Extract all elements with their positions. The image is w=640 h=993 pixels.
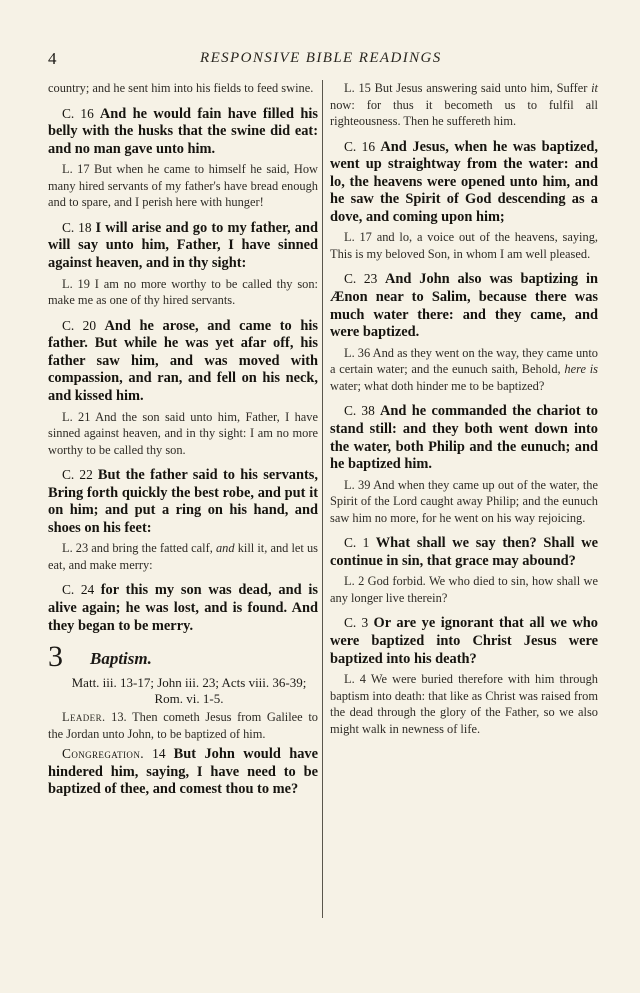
verse-text: 13. Then cometh Jesus from Galilee to the Jordan unto John, to be baptized of him.	[48, 710, 318, 741]
reading-leader-line: country; and he sent him into his fields to feed swine.	[48, 81, 314, 95]
reading-leader-line	[330, 345, 598, 395]
verse-text: And he would fain have filled his belly with the husks that the swine did eat: and no man gave unto him.	[48, 105, 318, 157]
column-divider	[322, 80, 323, 918]
verse-label: C. 1	[344, 535, 376, 551]
reading-congregation-line	[48, 317, 318, 406]
verse-label: C. 38	[344, 403, 380, 419]
reading-leader-line: L. 39 And when they came up out of the water, the Spirit of the Lord caught away Philip; and the eunuch saw him no more, for he went on his way rejoicing.	[330, 477, 598, 525]
verse-text: Or are ye ignorant that all we who were baptized into Christ Jesus were baptized into his death?	[330, 615, 598, 667]
verse-text: But the father said to his servants, Bring forth quickly the best robe, and put it on him; and put a ring on his hand, and shoes on his feet:	[48, 467, 318, 536]
scripture-references: Matt. iii. 13-17; John iii. 23; Acts viii. 36-39; Rom. vi. 1-5.	[71, 675, 307, 706]
running-title: RESPONSIVE BIBLE READINGS	[200, 50, 442, 66]
reading-leader-line: L. 4 We were buried therefore with him through baptism into death: that like as Christ was raised from the dead through the glory of the Father, so we also might walk in newness of life.	[330, 672, 598, 736]
congregation-label: Congregation.	[62, 746, 144, 762]
reading-leader-line: L. 2 God forbid. We who died to sin, how shall we any longer live therein?	[330, 574, 598, 605]
reading-leader-line	[48, 540, 318, 573]
reading-congregation-line	[48, 105, 318, 159]
verse-text: L. 23 and bring the fatted calf,	[62, 541, 216, 556]
reading-congregation-line	[48, 219, 318, 273]
reading-leader-line: L. 21 And the son said unto him, Father, I have sinned against heaven, and in thy sight: I am no more worthy to be called thy son.	[48, 409, 318, 457]
reading-congregation-line	[330, 534, 598, 570]
verse-label: C. 24	[62, 582, 101, 598]
reading-leader-line	[48, 709, 318, 742]
italic-phrase: here is	[564, 362, 598, 377]
verse-text: I will arise and go to my father, and will say unto him, Father, I have sinned against heaven, and in thy sight:	[48, 219, 318, 271]
verse-text: L. 15 But Jesus answering said unto him, Suffer	[344, 81, 592, 95]
section-title: Baptism.	[90, 649, 152, 669]
verse-text: And John also was baptizing in Ænon near to Salim, because there was much water there: and they came, and were baptized.	[330, 271, 598, 341]
reading-congregation-line	[48, 745, 318, 799]
verse-text: But John would have hindered him, saying, I have need to be baptized of thee, and comest thou to me?	[48, 746, 318, 798]
verse-text: L. 36 And as they went on the way, they came unto a certain water; and the eunuch saith, Behold,	[330, 345, 598, 377]
verse-label: C. 20	[62, 317, 105, 333]
section-heading	[48, 640, 318, 675]
reading-congregation-line	[330, 614, 598, 668]
verse-label: C. 22	[62, 467, 98, 483]
italic-word: and	[215, 541, 235, 556]
verse-text: And he commanded the chariot to stand still: and they both went down into the water, both Philip and the eunuch; and he baptized him.	[330, 403, 598, 473]
reading-leader-line	[330, 80, 598, 130]
reading-congregation-line	[330, 270, 598, 341]
italic-word: it	[591, 81, 598, 95]
verse-label: C. 18	[62, 219, 96, 235]
right-column	[330, 80, 598, 737]
reading-leader-line: L. 19 I am no more worthy to be called thy son: make me as one of thy hired servants.	[48, 276, 318, 308]
reading-leader-line: L. 17 But when he came to himself he said, How many hired servants of my father's have bread enough and to spare, and I perish here with hunger!	[48, 162, 318, 210]
leader-label: Leader.	[62, 710, 106, 725]
verse-text: water; what doth hinder me to be baptized?	[330, 378, 545, 393]
page-number: 4	[48, 49, 57, 68]
reading-congregation-line	[330, 138, 598, 227]
verse-text: kill it, and let us eat, and make merry:	[48, 541, 318, 572]
page-header	[0, 47, 640, 73]
reading-congregation-line	[48, 466, 318, 537]
verse-text: And he arose, and came to his father. But while he was yet afar off, his father saw him, and was moved with compassion, and ran, and fell on his neck, and kissed him.	[48, 317, 318, 404]
verse-text: And Jesus, when he was baptized, went up straightway from the water: and lo, the heavens were opened unto him, and he saw the Spirit of God descending as a dove, and coming upon him;	[330, 138, 598, 225]
reading-congregation-line	[330, 402, 598, 473]
section-number: 3	[48, 640, 63, 674]
reading-leader-line: L. 17 and lo, a voice out of the heavens, saying, This is my beloved Son, in whom I am well pleased.	[330, 230, 598, 261]
verse-label: 14	[143, 746, 174, 762]
left-column	[48, 80, 318, 799]
reading-congregation-line	[48, 581, 318, 635]
verse-label: C. 16	[62, 105, 100, 121]
verse-text: for this my son was dead, and is alive again; he was lost, and is found. And they began to be merry.	[48, 582, 318, 634]
verse-text: What shall we say then? Shall we continue in sin, that grace may abound?	[330, 535, 598, 569]
verse-label: C. 23	[344, 271, 385, 287]
verse-label: C. 16	[344, 138, 381, 154]
verse-text: now: for thus it becometh us to fulfil all righteousness. Then he suffereth him.	[330, 97, 598, 128]
verse-label: C. 3	[344, 615, 374, 631]
